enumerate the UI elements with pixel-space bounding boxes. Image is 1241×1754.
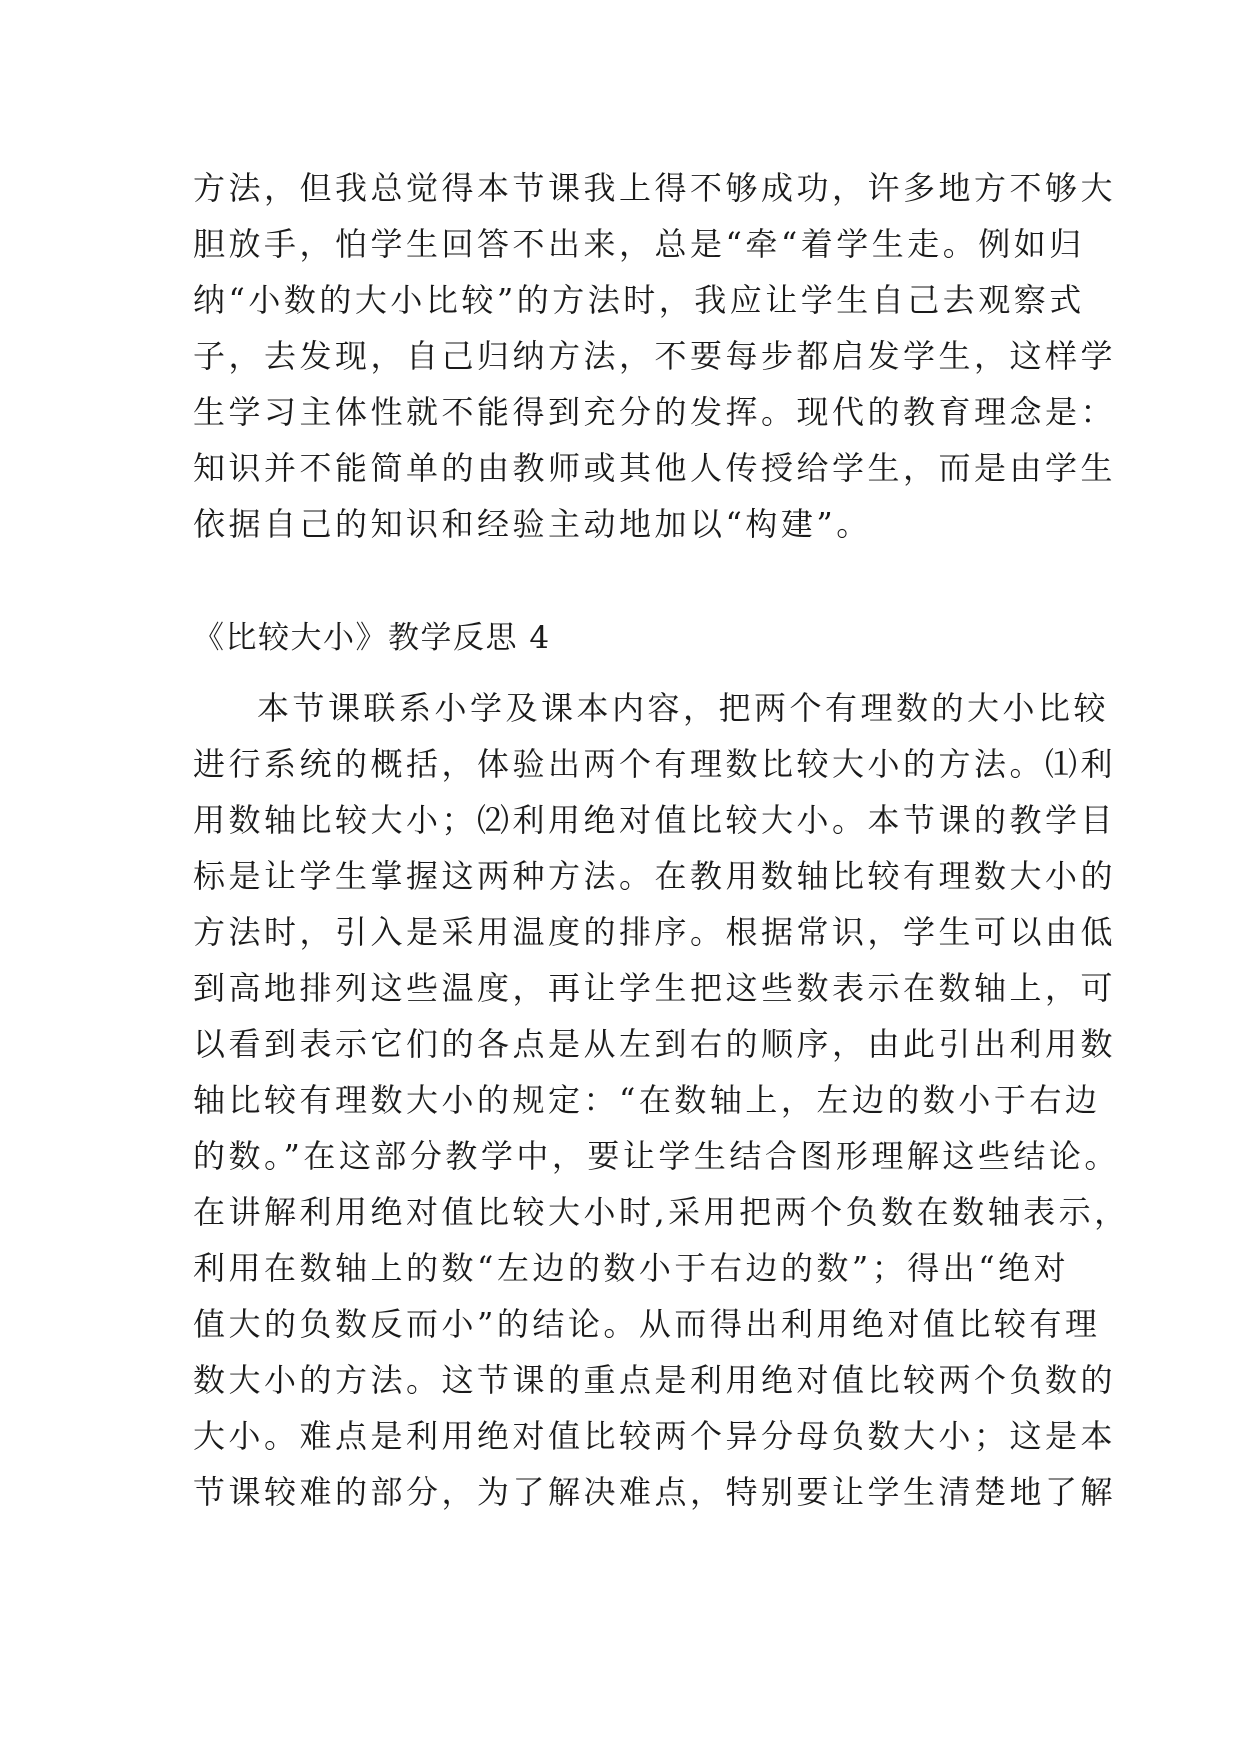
paragraph-line: 标是让学生掌握这两种方法。在教用数轴比较有理数大小的: [193, 857, 1117, 895]
paragraph-line: 到高地排列这些温度，再让学生把这些数表示在数轴上，可: [193, 969, 1117, 1007]
paragraph-reflection-4: [193, 680, 1130, 1520]
paragraph-line: 大小。难点是利用绝对值比较两个异分母负数大小；这是本: [193, 1417, 1117, 1455]
paragraph-line: 进行系统的概括，体验出两个有理数比较大小的方法。⑴利: [193, 745, 1117, 783]
paragraph-line: 的数。”在这部分教学中，要让学生结合图形理解这些结论。: [193, 1137, 1120, 1175]
paragraph-line: 胆放手，怕学生回答不出来，总是“牵“着学生走。例如归: [193, 225, 1085, 263]
section-heading: 《比较大小》教学反思 4: [193, 620, 551, 656]
paragraph-line: 纳“小数的大小比较”的方法时，我应让学生自己去观察式: [193, 281, 1085, 319]
paragraph-line: 方法，但我总觉得本节课我上得不够成功，许多地方不够大: [193, 169, 1117, 207]
paragraph-line: 节课较难的部分，为了解决难点，特别要让学生清楚地了解: [193, 1473, 1117, 1511]
paragraph-line: 子，去发现，自己归纳方法，不要每步都启发学生，这样学: [193, 337, 1117, 375]
paragraph-line: 方法时，引入是采用温度的排序。根据常识，学生可以由低: [193, 913, 1117, 951]
paragraph-line: 轴比较有理数大小的规定：“在数轴上，左边的数小于右边: [193, 1081, 1101, 1119]
paragraph-line: 数大小的方法。这节课的重点是利用绝对值比较两个负数的: [193, 1361, 1117, 1399]
paragraph-line: 值大的负数反而小”的结论。从而得出利用绝对值比较有理: [193, 1305, 1101, 1343]
paragraph-reflection-continued: [193, 160, 1117, 552]
paragraph-line: 在讲解利用绝对值比较大小时,采用把两个负数在数轴表示，: [193, 1193, 1130, 1231]
paragraph-line: 利用在数轴上的数“左边的数小于右边的数”；得出“绝对: [193, 1249, 1070, 1287]
paragraph-line-first: 本节课联系小学及课本内容，把两个有理数的大小比较: [257, 689, 1110, 727]
paragraph-line: 知识并不能简单的由教师或其他人传授给学生，而是由学生: [193, 449, 1117, 487]
paragraph-line: 依据自己的知识和经验主动地加以“构建”。: [193, 505, 872, 543]
paragraph-line: 以看到表示它们的各点是从左到右的顺序，由此引出利用数: [193, 1025, 1117, 1063]
paragraph-line: 生学习主体性就不能得到充分的发挥。现代的教育理念是：: [193, 393, 1117, 431]
paragraph-line: 用数轴比较大小；⑵利用绝对值比较大小。本节课的教学目: [193, 801, 1117, 839]
